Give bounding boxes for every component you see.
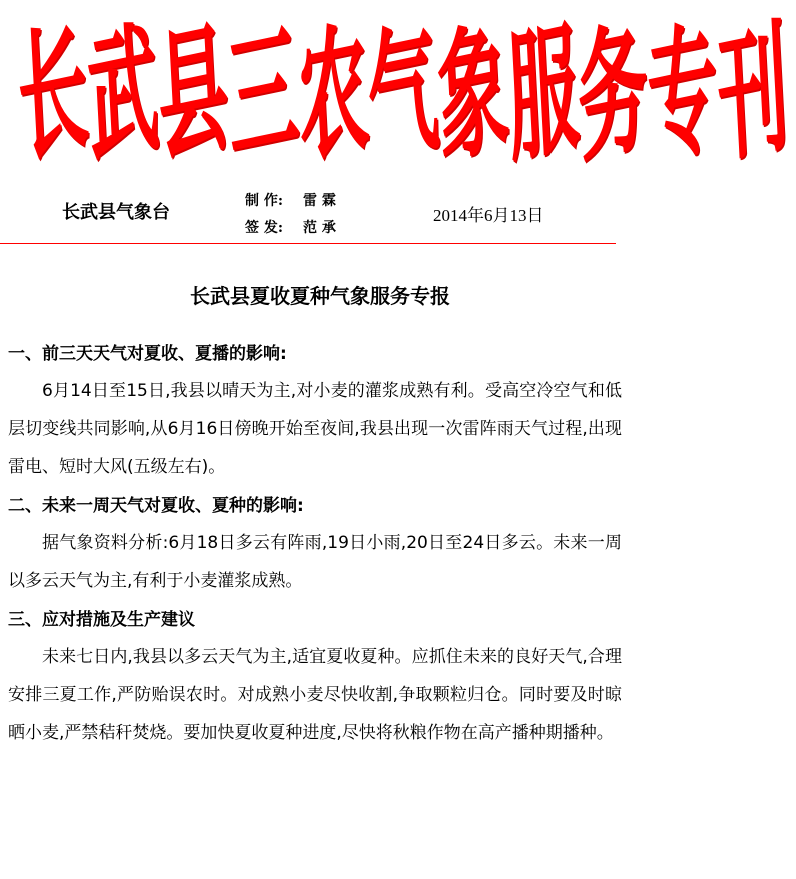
section-heading: 三、应对措施及生产建议 — [8, 610, 195, 630]
masthead-glyph: 县 — [153, 3, 233, 183]
masthead-glyph: 长 — [13, 3, 93, 183]
section-paragraph: 据气象资料分析:6月18日多云有阵雨,19日小雨,20日至24日多云。未来一周以多云天气为主,有利于小麦灌浆成熟。 — [8, 533, 622, 591]
masthead-glyph: 农 — [293, 3, 373, 183]
credit-approver — [245, 215, 336, 242]
credit-label: 制 作: — [245, 193, 284, 209]
credit-producer — [245, 188, 336, 215]
masthead-glyph: 武 — [83, 3, 163, 183]
issue-date: 2014年6月13日 — [433, 206, 544, 225]
credit-name: 雷 霖 — [303, 193, 336, 209]
masthead-glyph: 象 — [433, 3, 513, 183]
section-heading: 一、前三天天气对夏收、夏播的影响: — [8, 344, 287, 364]
masthead-glyph: 务 — [573, 3, 653, 183]
masthead-title — [13, 3, 793, 183]
masthead-glyph: 专 — [643, 3, 723, 183]
masthead-glyph: 刊 — [713, 3, 793, 183]
masthead-glyph: 气 — [363, 3, 443, 183]
credit-name: 范 承 — [303, 220, 336, 236]
masthead-glyph: 三 — [223, 3, 303, 183]
issuer-name: 长武县气象台 — [62, 202, 170, 223]
document-body — [8, 336, 622, 754]
section-paragraph: 6月14日至15日,我县以晴天为主,对小麦的灌浆成熟有利。受高空冷空气和低层切变线共同影响,从6月16日傍晚开始至夜间,我县出现一次雷阵雨天气过程,出现雷电、短时大风(五级左右)。 — [8, 381, 622, 477]
credit-label: 签 发: — [245, 220, 284, 236]
masthead-glyph: 服 — [503, 3, 583, 183]
section-paragraph: 未来七日内,我县以多云天气为主,适宜夏收夏种。应抓住未来的良好天气,合理安排三夏工作,严防贻误农时。对成熟小麦尽快收割,争取颗粒归仓。同时要及时晾晒小麦,严禁秸秆焚烧。要加快夏收夏种进度,尽快将秋粮作物在高产播种期播种。 — [8, 647, 622, 743]
credits-block — [245, 188, 336, 242]
document-title: 长武县夏收夏种气象服务专报 — [190, 284, 450, 308]
header-divider — [0, 243, 616, 244]
section-heading: 二、未来一周天气对夏收、夏种的影响: — [8, 496, 304, 516]
